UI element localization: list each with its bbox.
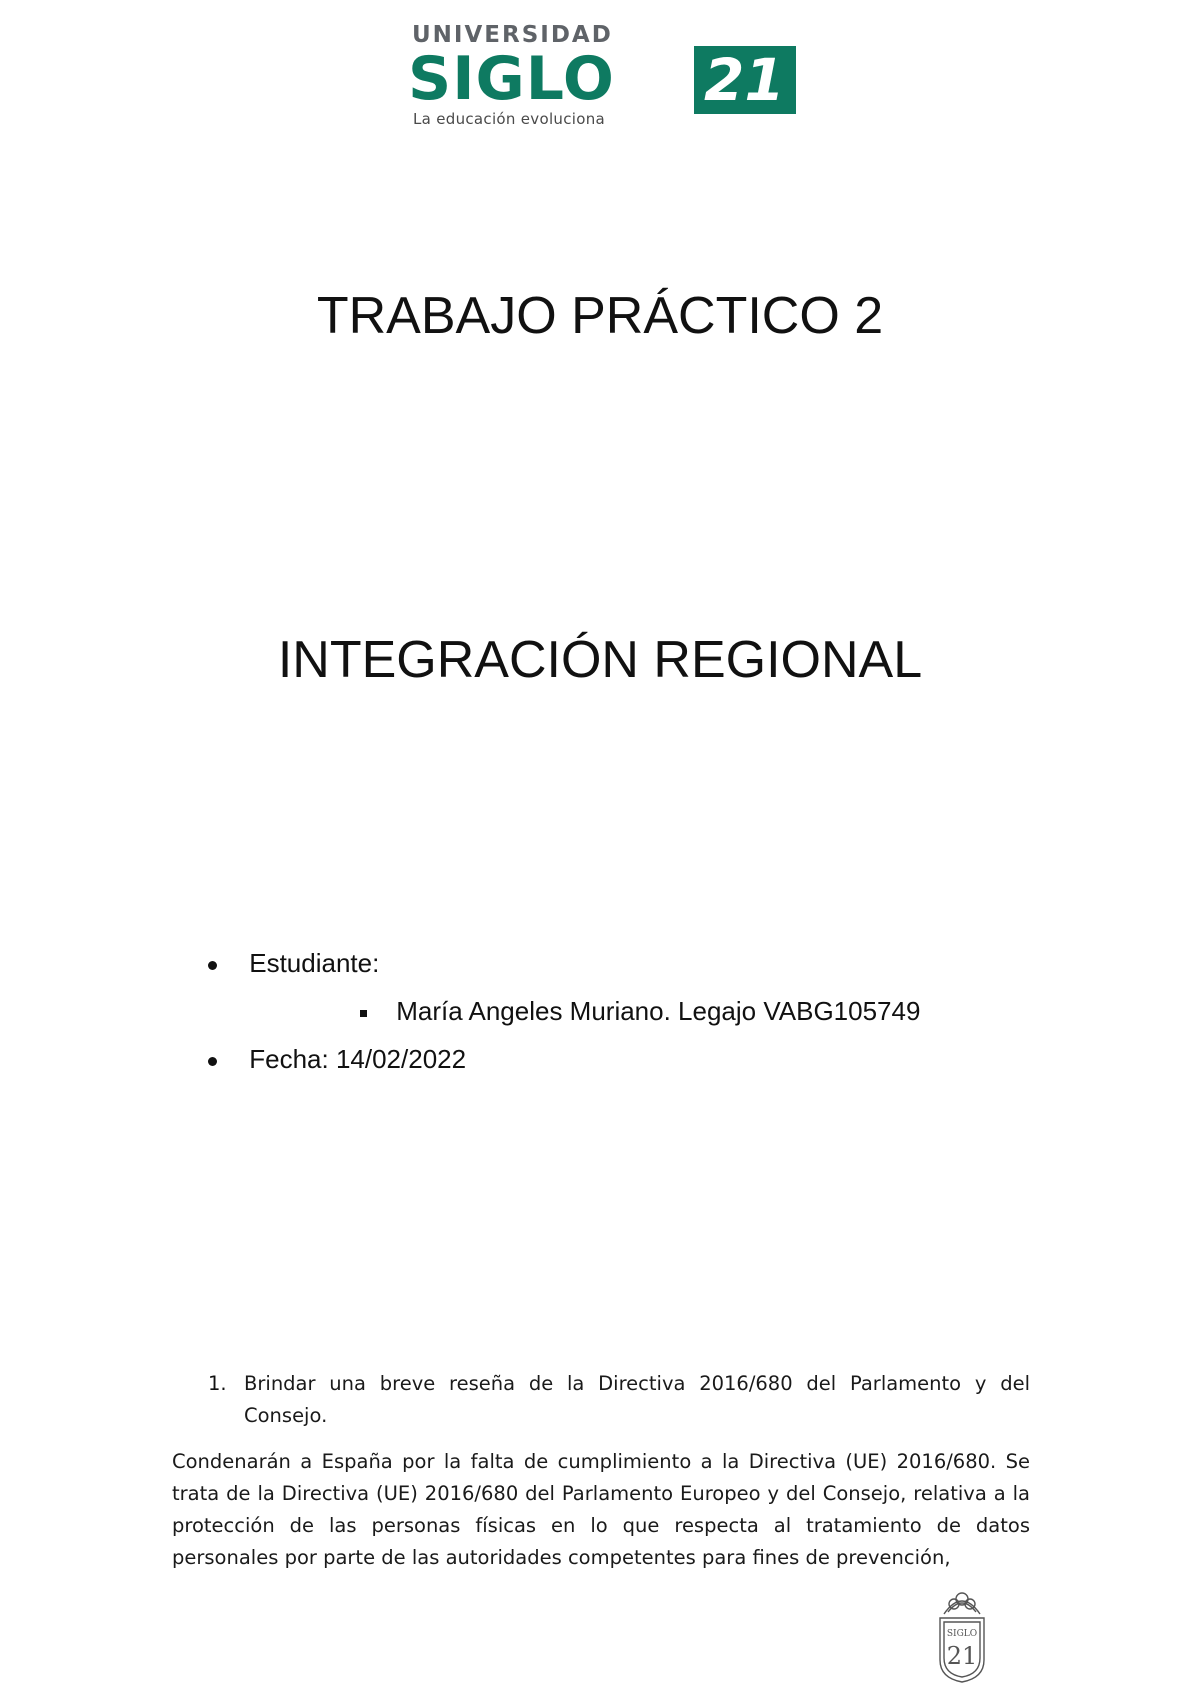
date-text: Fecha: 14/02/2022 [249,1044,467,1074]
bullet-icon [208,961,217,970]
question-number: 1. [208,1372,227,1395]
student-label-row [208,948,379,979]
university-seal-icon [930,1588,994,1684]
question-1-text: Brindar una breve reseña de la Directiva 2016/680 del Parlamento y del Consejo. [244,1372,1030,1427]
seal-siglo-text: SIGLO [946,1629,978,1639]
logo-siglo-text: SIGLO [408,44,615,114]
logo-tagline: La educación evoluciona [413,110,606,128]
date-row [208,1044,466,1075]
student-name: María Angeles Muriano. Legajo VABG105749 [396,996,921,1026]
seal-21-text: 21 [946,1642,978,1670]
answer-paragraph: Condenarán a España por la falta de cumplimiento a la Directiva (UE) 2016/680. Se trata de la Directiva (UE) 2016/680 del Parlamento Europeo y del Consejo, relativa a la protección de las personas físicas en lo que respecta al tratamiento de datos personales por parte de las autoridades competentes para fines de prevención, [172,1450,1030,1569]
logo-universidad-text: UNIVERSIDAD [412,22,613,48]
logo-21-number: 21 [704,46,785,114]
square-bullet-icon [360,1010,367,1017]
logo-21-badge [694,46,796,114]
bullet-icon [208,1057,217,1066]
university-logo [408,22,802,132]
student-label: Estudiante: [249,948,380,978]
student-name-row [360,996,920,1027]
page-title: TRABAJO PRÁCTICO 2 [316,287,884,345]
subject-title: INTEGRACIÓN REGIONAL [277,631,923,689]
